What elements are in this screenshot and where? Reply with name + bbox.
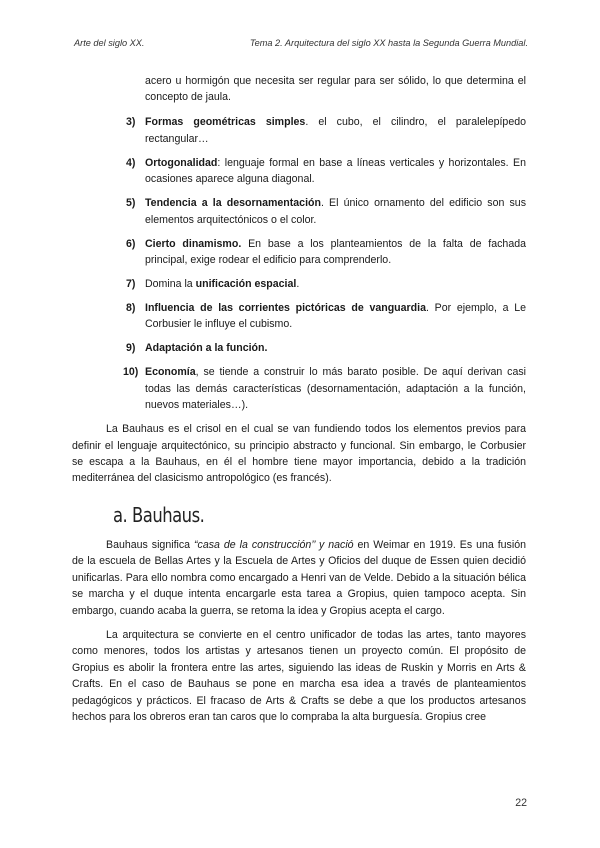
page-content xyxy=(72,73,526,733)
list-item-number: 7) xyxy=(126,278,136,291)
list-item-number: 3) xyxy=(126,116,136,129)
list-item xyxy=(72,300,526,333)
paragraph-architecture-unifier: La arquitectura se convierte en el centro unificador de todas las artes, tanto mayores como menores, todos los artistas y artesanos tienen un proyecto común. El propósito de Gropius es abolir la frontera entre las artes, siguiendo las ideas de Ruskin y Morris en Arts & Crafts. En el caso de Bauhaus se pone en marcha esa idea a través de planteamientos pedagógicos y prácticos. El fracaso de Arts & Crafts se debe a que los productos artesanos hechos para los obreros eran tan caros que lo compraba la alta burguesía. Gropius cree xyxy=(72,628,526,723)
paragraph-bauhaus-crisol: La Bauhaus es el crisol en el cual se van fundiendo todos los elementos previos para definir el lenguaje arquitectónico, su principio abstracto y funcional. Sin embargo, le Corbusier se escapa a la Bauhaus, en él el hombre tiene mayor importancia, debido a la tradición mediterránea del clasicismo antropológico (es francés). xyxy=(72,423,526,485)
list-item-text: . El único ornamento del edificio son sus elementos arquitectónicos o el color. xyxy=(145,197,526,226)
list-item xyxy=(72,195,526,228)
list-item-term: unificación espacial xyxy=(195,278,297,291)
list-item-term: Influencia de las corrientes pictóricas de vanguardia xyxy=(145,302,426,315)
paragraph-bauhaus-meaning-rest: en Weimar en 1919. Es una fusión de la escuela de Bellas Artes y la Escuela de Artes y Oficios del duque de Essen quien decidió unificarlas. Para ello nombra como encargado a Henri van de Velde. Debido a la situación bélica se marcha y el duque intenta encargarle esta tarea a Gropius, quien tampoco acepta. Sin embargo, cuando acaba la guerra, se retoma la idea y Gropius acepta el cargo. xyxy=(72,538,526,617)
list-item-term: Cierto dinamismo. xyxy=(145,237,242,250)
list-item-text: . xyxy=(296,278,300,291)
page-number: 22 xyxy=(515,797,527,809)
list-item-number: 5) xyxy=(126,197,136,210)
list-item-prefix: Domina la xyxy=(145,278,196,291)
list-item-term: Formas geométricas simples xyxy=(145,116,306,129)
list-item xyxy=(72,364,526,413)
list-item-text: En base a los planteamientos de la falta de fachada principal, exige rodear el edificio para comprenderlo. xyxy=(145,237,526,267)
list-item-number: 9) xyxy=(126,342,136,355)
list-item-continuation xyxy=(72,73,526,106)
list-item xyxy=(72,236,526,269)
list-item-text: . el cubo, el cilindro, el paralelepípedo rectangular… xyxy=(145,116,526,145)
list-item xyxy=(72,155,526,188)
section-heading-bauhaus: a. Bauhaus. xyxy=(113,502,205,527)
list-item-text: . Por ejemplo, a Le Corbusier le influye el cubismo. xyxy=(145,302,526,331)
page-header xyxy=(72,38,528,52)
list-item-number: 10) xyxy=(123,366,139,379)
list-item-number: 6) xyxy=(126,237,136,250)
list-item-text: : lenguaje formal en base a líneas verticales y horizontales. En ocasiones aparece alguna diagonal. xyxy=(145,156,526,186)
list-item-term: Economía xyxy=(145,366,196,379)
paragraph-bauhaus-meaning xyxy=(72,537,526,619)
paragraph-bauhaus-meaning-italic: “casa de la construcción’’ y nació xyxy=(194,538,354,551)
continuation-text: acero u hormigón que necesita ser regular para ser sólido, lo que determina el concepto de jaula. xyxy=(145,75,526,104)
list-item-term: Tendencia a la desornamentación xyxy=(145,197,321,210)
paragraph-bauhaus-meaning-start: Bauhaus significa xyxy=(106,538,195,551)
list-item-term: Adaptación a la función. xyxy=(145,342,268,355)
list-item-number: 4) xyxy=(126,156,136,169)
header-topic-title: Tema 2. Arquitectura del siglo XX hasta la Segunda Guerra Mundial. xyxy=(249,38,528,48)
list-item-number: 8) xyxy=(126,302,136,315)
characteristics-list xyxy=(72,73,526,414)
header-course-title: Arte del siglo XX. xyxy=(74,38,145,48)
list-item-term: Ortogonalidad xyxy=(145,156,218,169)
list-item-text: , se tiende a construir lo más barato posible. De aquí derivan casi todas las demás características (desornamentación, adaptación a la función, nuevos materiales…). xyxy=(145,366,526,412)
list-item xyxy=(72,114,526,147)
list-item xyxy=(72,276,526,292)
list-item xyxy=(72,340,526,356)
